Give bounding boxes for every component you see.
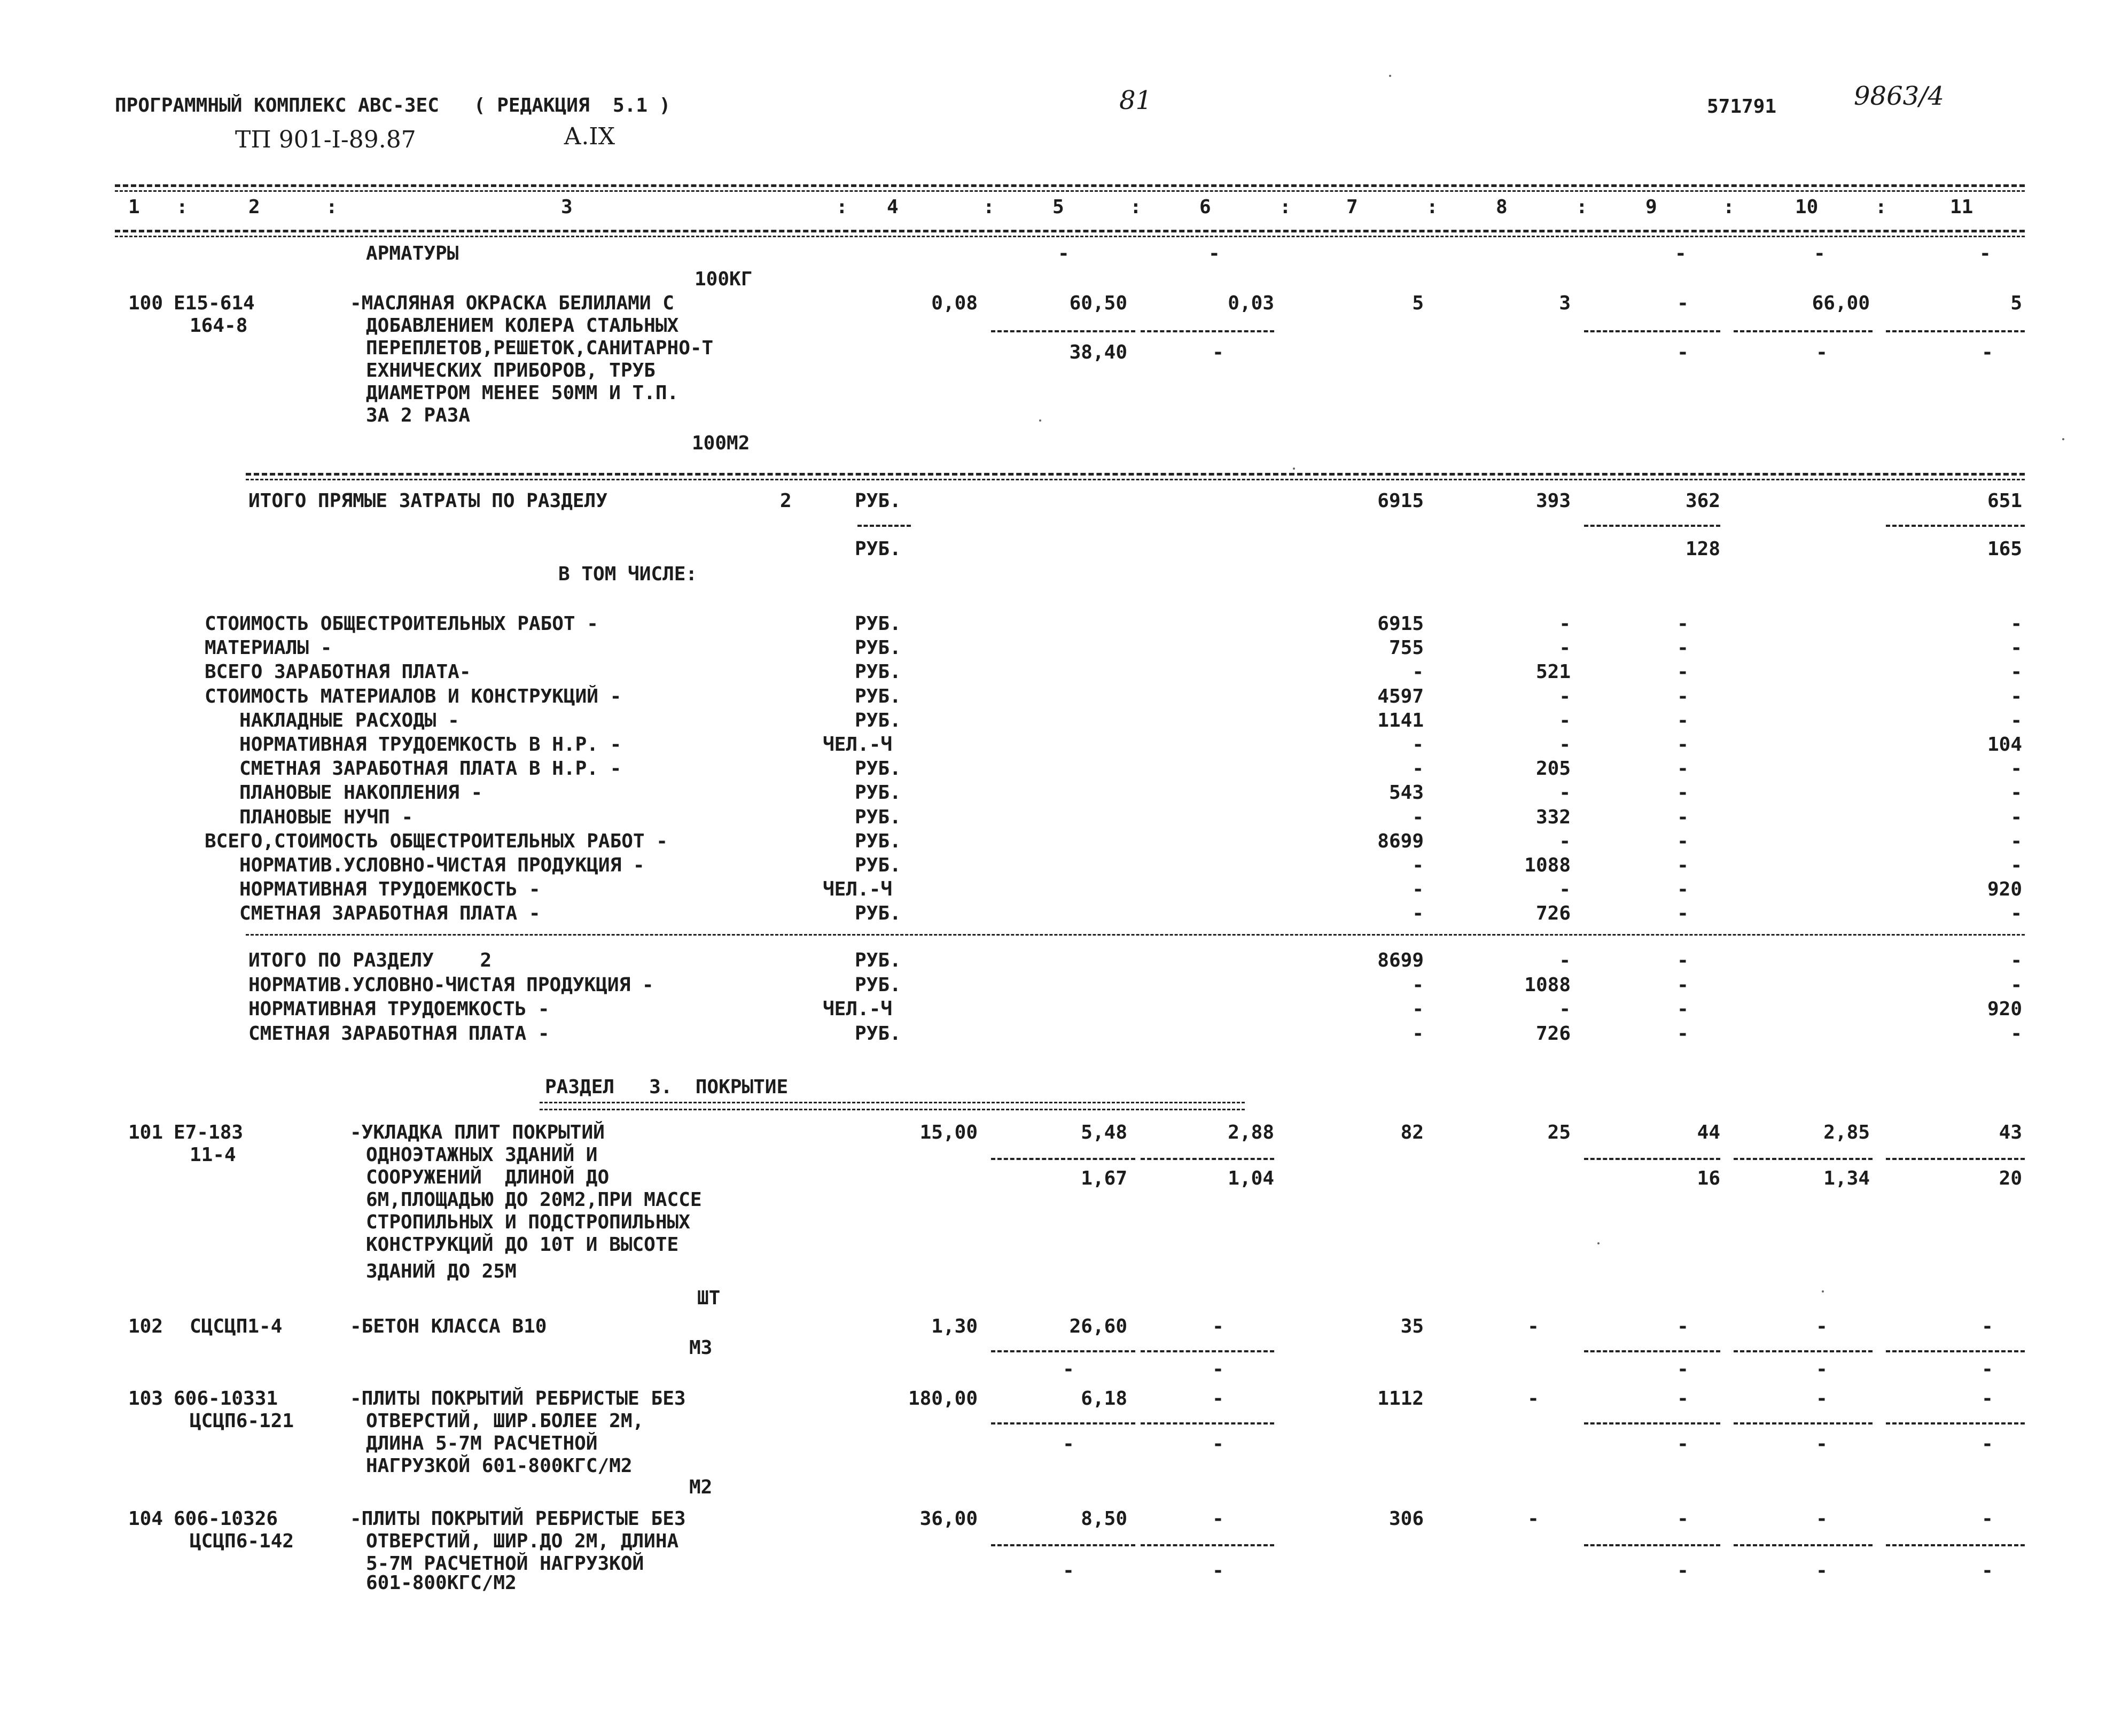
unit-label: РУБ. (855, 854, 901, 876)
cell-c8: - (1527, 1508, 1539, 1530)
cell-c8: 521 (1535, 661, 1571, 683)
cell-c10: - (1816, 1315, 1828, 1337)
page-number: 81 (1119, 85, 1152, 115)
row-label: НОРМАТИВ.УСЛОВНО-ЧИСТАЯ ПРОДУКЦИЯ - (248, 974, 654, 996)
description-line: ОТВЕРСТИЙ, ШИР.ДО 2М, ДЛИНА (366, 1530, 679, 1552)
subrule (1886, 1350, 2025, 1352)
cell-c9: - (1677, 1508, 1689, 1530)
cell-c8: - (1559, 709, 1571, 731)
cell-c11: - (2010, 854, 2022, 876)
row-label: СМЕТНАЯ ЗАРАБОТНАЯ ПЛАТА - (205, 902, 541, 925)
row-label: МАТЕРИАЛЫ - (205, 637, 332, 659)
row-label: ПЛАНОВЫЕ НАКОПЛЕНИЯ - (205, 782, 483, 804)
subrule (991, 1422, 1135, 1424)
cell-c11: - (2010, 949, 2022, 971)
subrule (1141, 1422, 1274, 1424)
scan-speck (1389, 75, 1391, 77)
description-line: -МАСЛЯНАЯ ОКРАСКА БЕЛИЛАМИ С (350, 292, 674, 314)
description-line: КОНСТРУКЦИЙ ДО 10Т И ВЫСОТЕ (366, 1234, 679, 1256)
cell-c7: - (1412, 998, 1424, 1020)
program-title: ПРОГРАММНЫЙ КОМПЛЕКС АВС-ЗЕС ( РЕДАКЦИЯ 5.1 ) (115, 95, 671, 116)
section-number: 2 (780, 490, 792, 512)
cell-c5-sub: - (1063, 1433, 1074, 1455)
unit-label: ЧЕЛ.-Ч (823, 878, 893, 901)
description-line: НАГРУЗКОЙ 601-800КГС/М2 (366, 1455, 633, 1477)
cell-c5: 5,48 (1081, 1122, 1127, 1143)
cell-c7: 4597 (1377, 685, 1424, 707)
unit-label: М2 (689, 1476, 713, 1498)
cell-c9: - (1677, 1022, 1689, 1045)
cell-c9: 44 (1697, 1122, 1720, 1143)
subrule (1584, 1422, 1720, 1424)
cell-c8: 332 (1535, 806, 1571, 828)
cell-c10: 2,85 (1823, 1122, 1870, 1143)
norm-code-2: 164-8 (190, 315, 248, 337)
row-label: СТОИМОСТЬ ОБЩЕСТРОИТЕЛЬНЫХ РАБОТ - (205, 613, 598, 635)
cell-c9: - (1677, 292, 1689, 314)
cell-c8: 1088 (1524, 974, 1571, 996)
unit-label: РУБ. (855, 661, 901, 683)
col-separator: : (326, 196, 338, 218)
cell-c7: 1141 (1377, 709, 1424, 731)
cell-c9: - (1677, 637, 1689, 659)
cell-c5-sub: 1,67 (1081, 1167, 1127, 1189)
cell-c6: 0,03 (1228, 292, 1274, 314)
col-separator: : (983, 196, 995, 218)
col-7-header: 7 (1346, 196, 1358, 218)
header-top-rule-2 (115, 190, 2025, 192)
cell-c11-sub: - (1982, 1560, 1993, 1582)
cell-c11: - (2010, 974, 2022, 996)
cell-c9: - (1677, 734, 1689, 756)
cell-c10-sub: - (1816, 1433, 1828, 1455)
row-label: НОРМАТИВ.УСЛОВНО-ЧИСТАЯ ПРОДУКЦИЯ - (205, 854, 645, 876)
cell-c9: - (1677, 661, 1689, 683)
cell-c7: - (1412, 902, 1424, 925)
cell-c10: 66,00 (1812, 292, 1870, 314)
cell-c9: - (1677, 709, 1689, 731)
col-separator: : (1875, 196, 1887, 218)
col-separator: : (836, 196, 848, 218)
cell-c11-sub: 20 (1999, 1167, 2022, 1189)
unit-label: РУБ. (855, 806, 901, 828)
cell-c7: 35 (1400, 1315, 1424, 1337)
col-separator: : (1576, 196, 1588, 218)
scan-speck (1597, 1242, 1600, 1244)
subrule (1886, 1158, 2025, 1160)
unit-label: РУБ. (855, 758, 901, 780)
cell-c8: 393 (1535, 490, 1571, 512)
description-line: ПЕРЕПЛЕТОВ,РЕШЕТОК,САНИТАРНО-Т (366, 337, 714, 359)
cell-c11: - (2010, 830, 2022, 852)
cell-c11: 920 (1987, 998, 2022, 1020)
cell-c8: - (1559, 878, 1571, 901)
subrule (991, 1350, 1135, 1352)
breakdown-end-rule (246, 934, 2025, 936)
cell-c7: - (1412, 974, 1424, 996)
unit-label: РУБ. (855, 830, 901, 852)
description-line: ОТВЕРСТИЙ, ШИР.БОЛЕЕ 2М, (366, 1410, 644, 1432)
col-10-header: 10 (1795, 196, 1819, 218)
cell-c9: - (1677, 974, 1689, 996)
row-label: СТОИМОСТЬ МАТЕРИАЛОВ И КОНСТРУКЦИЙ - (205, 685, 622, 707)
unit-label: ШТ (697, 1287, 721, 1309)
unit-label: РУБ. (855, 1022, 901, 1045)
subrule (1584, 525, 1720, 527)
cell-c7: - (1412, 878, 1424, 901)
cell-c11: - (2010, 661, 2022, 683)
cell-c11: 43 (1999, 1122, 2022, 1143)
cell-c8: - (1559, 637, 1571, 659)
dash: - (1058, 243, 1070, 264)
cell-c6: 2,88 (1228, 1122, 1274, 1143)
cell-c10-sub: 1,34 (1823, 1167, 1870, 1189)
cell-c9-sub: 16 (1697, 1167, 1720, 1189)
cell-c6: - (1212, 1508, 1224, 1530)
cell-c7: - (1412, 1022, 1424, 1045)
row-label: НОРМАТИВНАЯ ТРУДОЕМКОСТЬ - (205, 878, 541, 901)
cell-c11: - (1982, 1508, 1993, 1530)
unit-label: М3 (689, 1337, 713, 1359)
unit-label: ЧЕЛ.-Ч (823, 734, 893, 756)
unit-label: РУБ. (855, 949, 901, 971)
dash: - (1814, 243, 1826, 264)
description-line: 6М,ПЛОЩАДЬЮ ДО 20М2,ПРИ МАССЕ (366, 1189, 702, 1211)
description-line: ДЛИНА 5-7М РАСЧЕТНОЙ (366, 1433, 598, 1454)
row-label: НОРМАТИВНАЯ ТРУДОЕМКОСТЬ В Н.Р. - (205, 734, 622, 756)
unit-label: РУБ. (855, 902, 901, 925)
cell-c11: - (2010, 806, 2022, 828)
cell-c4: 15,00 (919, 1122, 978, 1143)
row-label: НАКЛАДНЫЕ РАСХОДЫ - (205, 709, 459, 731)
document-code: 571791 (1707, 96, 1777, 118)
total-rule-2 (246, 479, 2025, 480)
subrule (1886, 1422, 2025, 1424)
cell-c7: - (1412, 661, 1424, 683)
row-number: 102 (128, 1315, 163, 1337)
cell-c9: - (1677, 878, 1689, 901)
cell-c8: 205 (1535, 758, 1571, 780)
norm-code: СЦСЦП1-4 (190, 1315, 283, 1337)
cell-c11-sub: - (1982, 1433, 1993, 1455)
unit-label: РУБ. (855, 974, 901, 996)
section-title-underline (540, 1102, 1245, 1110)
norm-code: 606-10326 (174, 1508, 278, 1530)
cell-c8: 25 (1547, 1122, 1571, 1143)
cell-c9: - (1677, 998, 1689, 1020)
cell-c11: - (2010, 902, 2022, 925)
cell-c7: 82 (1400, 1122, 1424, 1143)
cell-c9: - (1677, 806, 1689, 828)
album-number: А.IX (564, 123, 615, 150)
description-line: ДИАМЕТРОМ МЕНЕЕ 50ММ И Т.П. (366, 382, 679, 404)
col-1-header: 1 (128, 196, 140, 218)
cell-c8: 726 (1535, 1022, 1571, 1045)
norm-code-2: ЦСЦП6-142 (190, 1530, 294, 1552)
cell-c10: - (1816, 1388, 1828, 1410)
cell-c6: - (1212, 1315, 1224, 1337)
cell-c9-sub: - (1677, 1358, 1689, 1380)
cell-c10-sub: - (1816, 341, 1828, 363)
cell-c11-sub: - (1982, 341, 1993, 363)
unit-label: ЧЕЛ.-Ч (823, 998, 893, 1020)
cell-c11: - (2010, 685, 2022, 707)
col-3-header: 3 (561, 196, 573, 218)
cell-c5-sub: - (1063, 1560, 1074, 1582)
norm-code-2: 11-4 (190, 1144, 236, 1166)
cell-c6-sub: 1,04 (1228, 1167, 1274, 1189)
scan-speck (1293, 468, 1295, 470)
col-separator: : (1280, 196, 1291, 218)
cell-c5-sub: - (1063, 1358, 1074, 1380)
col-8-header: 8 (1496, 196, 1508, 218)
description-line: ЗА 2 РАЗА (366, 404, 471, 426)
cell-c7: 5 (1412, 292, 1424, 314)
cell-c5-sub: 38,40 (1069, 341, 1127, 363)
cell-c9: - (1677, 830, 1689, 852)
header-bottom-rule (115, 230, 2025, 232)
description-line: -ПЛИТЫ ПОКРЫТИЙ РЕБРИСТЫЕ БЕЗ (350, 1388, 686, 1410)
cell-c9-sub: - (1677, 1433, 1689, 1455)
subrule (1734, 1422, 1873, 1424)
subrule (1141, 330, 1274, 332)
cell-c11: 5 (2010, 292, 2022, 314)
cell-c6-sub: - (1212, 1358, 1224, 1380)
section-title: РАЗДЕЛ 3. ПОКРЫТИЕ (545, 1076, 789, 1098)
cell-c7: 543 (1388, 782, 1424, 804)
description-line: -УКЛАДКА ПЛИТ ПОКРЫТИЙ (350, 1122, 605, 1143)
cell-c11: - (2010, 613, 2022, 635)
cell-c7: 6915 (1377, 613, 1424, 635)
cell-c10-sub: - (1816, 1358, 1828, 1380)
cell-c8: 1088 (1524, 854, 1571, 876)
dash: - (1208, 243, 1220, 264)
cell-c4: 180,00 (908, 1388, 978, 1410)
col-6-header: 6 (1199, 196, 1211, 218)
col-4-header: 4 (887, 196, 899, 218)
cell-c11-sub: 165 (1987, 538, 2022, 560)
cell-c9-sub: 128 (1685, 538, 1720, 560)
col-separator: : (1130, 196, 1142, 218)
cell-c4: 36,00 (919, 1508, 978, 1530)
subrule (991, 330, 1135, 332)
cell-c11: - (2010, 782, 2022, 804)
unit-label: РУБ. (855, 538, 901, 560)
description-line: ОДНОЭТАЖНЫХ ЗДАНИЙ И (366, 1144, 598, 1166)
document-reference: 9863/4 (1854, 81, 1944, 111)
cell-c6-sub: - (1212, 341, 1224, 363)
description-line: -БЕТОН КЛАССА В10 (350, 1315, 547, 1337)
cell-c5: 8,50 (1081, 1508, 1127, 1530)
norm-code: Е15-614 (174, 292, 255, 314)
cell-c9: - (1677, 782, 1689, 804)
total-direct-label: ИТОГО ПРЯМЫЕ ЗАТРАТЫ ПО РАЗДЕЛУ (248, 490, 607, 512)
cell-c8: - (1527, 1315, 1539, 1337)
subrule (1584, 1350, 1720, 1352)
cell-c8: - (1559, 782, 1571, 804)
cell-c6-sub: - (1212, 1433, 1224, 1455)
cell-c9-sub: - (1677, 341, 1689, 363)
row-label: ПЛАНОВЫЕ НУЧП - (205, 806, 414, 828)
project-number: ТП 901-I-89.87 (235, 126, 416, 153)
subrule (1734, 1350, 1873, 1352)
cell-c7: 755 (1388, 637, 1424, 659)
subrule (1141, 1544, 1274, 1546)
cell-c7: - (1412, 806, 1424, 828)
cell-c4: 0,08 (931, 292, 978, 314)
col-separator: : (176, 196, 188, 218)
cell-c8: - (1527, 1388, 1539, 1410)
unit-label: РУБ. (855, 613, 901, 635)
cell-c8: 726 (1535, 902, 1571, 925)
subrule (1141, 1350, 1274, 1352)
cell-c7: 8699 (1377, 830, 1424, 852)
cell-c9: - (1677, 902, 1689, 925)
row-label: ВСЕГО ЗАРАБОТНАЯ ПЛАТА- (205, 661, 471, 683)
cell-c7: - (1412, 854, 1424, 876)
cell-c9: - (1677, 685, 1689, 707)
row-label: ИТОГО ПО РАЗДЕЛУ 2 (248, 949, 492, 971)
row-number: 104 (128, 1508, 163, 1530)
subrule (1734, 1544, 1873, 1546)
cell-c6-sub: - (1212, 1560, 1224, 1582)
subrule (857, 525, 911, 527)
row-number: 100 (128, 292, 163, 314)
subrule (991, 1544, 1135, 1546)
unit-label: РУБ. (855, 709, 901, 731)
cell-c7: 306 (1388, 1508, 1424, 1530)
unit-label: 100М2 (692, 432, 750, 454)
scan-speck (1822, 1290, 1824, 1293)
unit-label: РУБ. (855, 782, 901, 804)
cell-c8: - (1559, 734, 1571, 756)
row-label: СМЕТНАЯ ЗАРАБОТНАЯ ПЛАТА - (248, 1022, 550, 1045)
unit-label: РУБ. (855, 637, 901, 659)
description-line: СООРУЖЕНИЙ ДЛИНОЙ ДО (366, 1166, 610, 1188)
subrule (1886, 525, 2025, 527)
description-line: ЗДАНИЙ ДО 25М (366, 1260, 517, 1282)
cell-c8: - (1559, 830, 1571, 852)
row-number: 103 (128, 1388, 163, 1410)
description-line: 5-7М РАСЧЕТНОЙ НАГРУЗКОЙ (366, 1553, 644, 1575)
col-11-header: 11 (1950, 196, 1973, 218)
cell-c7: 1112 (1377, 1388, 1424, 1410)
cell-c8: - (1559, 685, 1571, 707)
norm-code: 606-10331 (174, 1388, 278, 1410)
cell-c8: 3 (1559, 292, 1571, 314)
cell-c5: 26,60 (1069, 1315, 1127, 1337)
cell-c7: 6915 (1377, 490, 1424, 512)
dash: - (1979, 243, 1991, 264)
cell-c11: - (1982, 1315, 1993, 1337)
cell-c11: - (2010, 758, 2022, 780)
cell-c11: - (2010, 637, 2022, 659)
scan-speck (2062, 438, 2064, 440)
total-rule (246, 473, 2025, 476)
cell-c11: 920 (1987, 878, 2022, 901)
cell-c7: - (1412, 734, 1424, 756)
dash: - (1675, 243, 1687, 264)
subrule (1584, 330, 1720, 332)
cell-c9: - (1677, 854, 1689, 876)
col-2-header: 2 (248, 196, 260, 218)
cell-c9: - (1677, 949, 1689, 971)
cell-c7: - (1412, 758, 1424, 780)
scan-speck (1039, 419, 1041, 422)
description-line: СТРОПИЛЬНЫХ И ПОДСТРОПИЛЬНЫХ (366, 1211, 690, 1233)
row-label: НОРМАТИВНАЯ ТРУДОЕМКОСТЬ - (248, 998, 550, 1020)
unit-label: 100КГ (695, 268, 753, 290)
description-line: -ПЛИТЫ ПОКРЫТИЙ РЕБРИСТЫЕ БЕЗ (350, 1508, 686, 1530)
unit-label: РУБ. (855, 490, 901, 512)
cell-c8: - (1559, 998, 1571, 1020)
subrule (1886, 1544, 2025, 1546)
col-separator: : (1426, 196, 1438, 218)
norm-code-2: ЦСЦП6-121 (190, 1410, 294, 1432)
subrule (1584, 1158, 1720, 1160)
norm-code: Е7-183 (174, 1122, 244, 1143)
col-5-header: 5 (1052, 196, 1064, 218)
description-line: ЕХНИЧЕСКИХ ПРИБОРОВ, ТРУБ (366, 360, 656, 382)
row-label: ВСЕГО,СТОИМОСТЬ ОБЩЕСТРОИТЕЛЬНЫХ РАБОТ - (205, 830, 668, 852)
header-top-rule (115, 184, 2025, 187)
cell-c11: 104 (1987, 734, 2022, 756)
cell-c6: - (1212, 1388, 1224, 1410)
cell-c10: - (1816, 1508, 1828, 1530)
cell-c5: 6,18 (1081, 1388, 1127, 1410)
subrule (1141, 1158, 1274, 1160)
subrule (991, 1158, 1135, 1160)
cell-c9: - (1677, 613, 1689, 635)
description-line: ДОБАВЛЕНИЕМ КОЛЕРА СТАЛЬНЫХ (366, 315, 679, 337)
cell-c8: - (1559, 613, 1571, 635)
cell-c9: - (1677, 1315, 1689, 1337)
cell-c9: - (1677, 1388, 1689, 1410)
row-number: 101 (128, 1122, 163, 1143)
cell-c11: - (2010, 1022, 2022, 1045)
cell-c8: - (1559, 949, 1571, 971)
cell-c7: 8699 (1377, 949, 1424, 971)
subrule (1886, 330, 2025, 332)
cell-c5: 60,50 (1069, 292, 1127, 314)
subrule (1734, 1158, 1873, 1160)
subrule (1734, 330, 1873, 332)
cell-c9: 362 (1685, 490, 1720, 512)
cell-c9-sub: - (1677, 1560, 1689, 1582)
cell-c11: - (2010, 709, 2022, 731)
unit-label: РУБ. (855, 685, 901, 707)
including-heading: В ТОМ ЧИСЛЕ: (558, 563, 698, 585)
cell-c9: - (1677, 758, 1689, 780)
cell-c11: - (1982, 1388, 1993, 1410)
cell-c10-sub: - (1816, 1560, 1828, 1582)
group-title: АРМАТУРЫ (366, 243, 459, 264)
cell-c11-sub: - (1982, 1358, 1993, 1380)
cell-c4: 1,30 (931, 1315, 978, 1337)
col-9-header: 9 (1645, 196, 1657, 218)
header-bottom-rule-2 (115, 236, 2025, 237)
col-separator: : (1723, 196, 1735, 218)
row-label: СМЕТНАЯ ЗАРАБОТНАЯ ПЛАТА В Н.Р. - (205, 758, 622, 780)
subrule (1584, 1544, 1720, 1546)
cell-c11: 651 (1987, 490, 2022, 512)
description-line: 601-800КГС/М2 (366, 1572, 517, 1594)
